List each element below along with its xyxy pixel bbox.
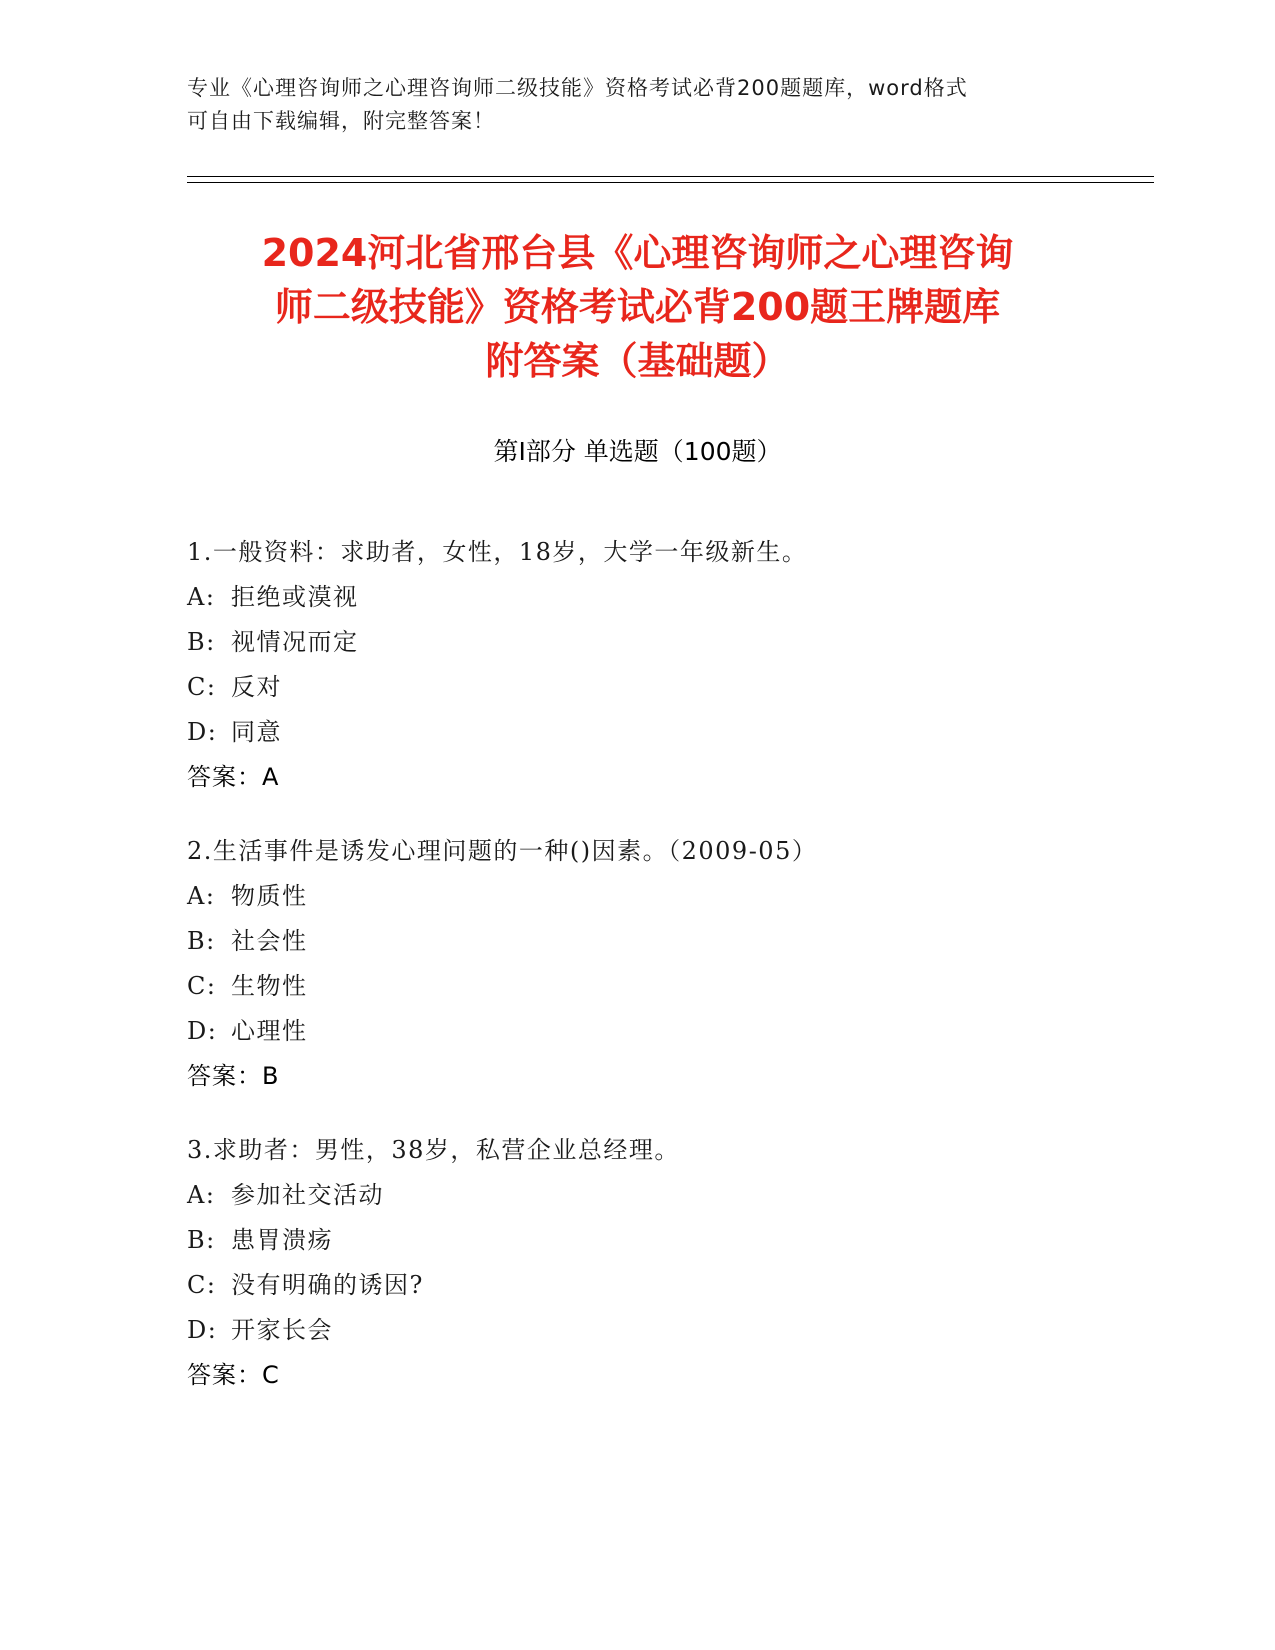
option-c <box>187 665 1087 710</box>
option-text: 反对 <box>231 673 282 701</box>
option-text: 物质性 <box>231 882 308 910</box>
option-text: 生物性 <box>231 972 308 1000</box>
question-stem: 2.生活事件是诱发心理问题的一种()因素。（2009-05） <box>187 837 818 865</box>
option-text: 没有明确的诱因? <box>231 1271 424 1299</box>
option-a <box>187 575 1087 620</box>
option-text: 开家长会 <box>231 1316 333 1344</box>
option-key: C: <box>187 1271 217 1299</box>
option-key: C: <box>187 972 217 1000</box>
option-b <box>187 1218 1087 1263</box>
option-text: 参加社交活动 <box>231 1181 384 1209</box>
question-stem: 3.求助者：男性，38岁，私营企业总经理。 <box>187 1136 680 1164</box>
header-divider-top <box>187 176 1154 177</box>
question-item <box>187 829 1087 1099</box>
question-item <box>187 1128 1087 1398</box>
option-b <box>187 919 1087 964</box>
section-title: 第Ⅰ部分 单选题（100题） <box>493 437 782 466</box>
question-item <box>187 530 1087 800</box>
header-note <box>187 72 1087 138</box>
option-key: B: <box>187 927 216 955</box>
option-text: 视情况而定 <box>231 628 359 656</box>
option-b <box>187 620 1087 665</box>
option-key: C: <box>187 673 217 701</box>
option-text: 患胃溃疡 <box>231 1226 333 1254</box>
option-key: D: <box>187 1316 218 1344</box>
header-note-line-2: 可自由下载编辑，附完整答案！ <box>187 109 495 133</box>
option-key: B: <box>187 628 216 656</box>
option-d <box>187 710 1087 755</box>
option-a <box>187 874 1087 919</box>
option-text: 社会性 <box>231 927 308 955</box>
option-c <box>187 964 1087 1009</box>
option-key: D: <box>187 718 218 746</box>
header-divider-bottom <box>187 182 1154 183</box>
option-text: 心理性 <box>231 1017 308 1045</box>
question-list <box>187 530 1087 1427</box>
option-c <box>187 1263 1087 1308</box>
option-d <box>187 1308 1087 1353</box>
document-title-line-3: 附答案（基础题） <box>485 339 790 383</box>
question-stem: 1.一般资料：求助者，女性，18岁，大学一年级新生。 <box>187 538 808 566</box>
option-key: A: <box>187 583 216 611</box>
header-note-line-1: 专业《心理咨询师之心理咨询师二级技能》资格考试必背200题题库，word格式 <box>187 76 968 100</box>
document-title-line-1: 2024河北省邢台县《心理咨询师之心理咨询 <box>261 231 1014 275</box>
option-key: A: <box>187 1181 216 1209</box>
document-title <box>180 226 1095 388</box>
option-key: A: <box>187 882 216 910</box>
option-a <box>187 1173 1087 1218</box>
option-key: B: <box>187 1226 216 1254</box>
option-text: 同意 <box>231 718 282 746</box>
option-d <box>187 1009 1087 1054</box>
option-text: 拒绝或漠视 <box>231 583 359 611</box>
answer-line: 答案：B <box>187 1062 280 1090</box>
option-key: D: <box>187 1017 218 1045</box>
document-title-line-2: 师二级技能》资格考试必背200题王牌题库 <box>274 285 1001 329</box>
answer-line: 答案：C <box>187 1361 280 1389</box>
answer-line: 答案：A <box>187 763 280 791</box>
